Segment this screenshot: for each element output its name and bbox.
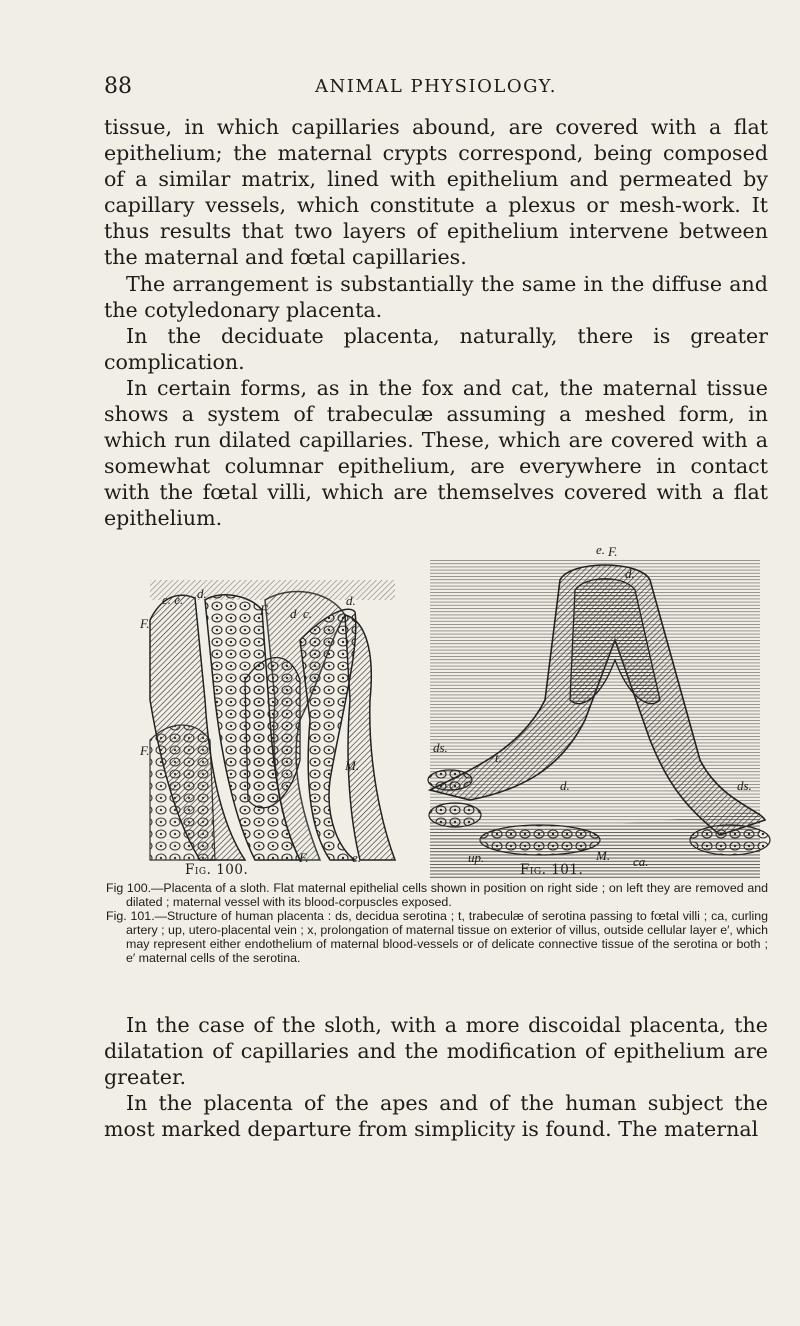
fig101-annotation: ds. — [737, 778, 752, 793]
paragraph: tissue, in which capillaries abound, are covered with a flat epithelium; the maternal crypts correspond, being composed of a similar matrix, lined with epithelium and permeated by capillary vessels, which constitute a plexus or mesh-work. It thus results that two layers of epithelium intervene between the maternal and fœtal capillaries. — [104, 115, 768, 270]
caption-fig101: Fig. 101.—Structure of human placenta : ds, decidua serotina ; t, trabeculæ of serotina passing to fœtal villi ; ca, curling artery ; up, utero-placental vein ; x, prolongation of maternal tissue on exterior of villus, outside cellular layer e′, which may represent either endothelium of maternal blood-vessels or of delicate connective tissue of the serotina or both ; e′ maternal cells of the serotina. — [106, 908, 768, 965]
paragraph: In the deciduate placenta, naturally, there is greater complication. — [104, 323, 768, 374]
fig100-annotation: F. — [140, 743, 150, 758]
fig100-annotation: e. — [352, 850, 362, 865]
body-text-bottom — [104, 1012, 768, 1142]
page-number: 88 — [104, 74, 132, 99]
fig100-annotation: F. — [260, 602, 270, 617]
figure-caption — [106, 882, 768, 965]
fig101-annotation: ds. — [433, 740, 448, 755]
fig101-annotation: ca. — [633, 854, 649, 869]
caption-fig100: Fig 100.—Placenta of a sloth. Flat maternal epithelial cells shown in position on right side ; on left they are removed and dilated ; maternal vessel with its blood-corpuscles exposed. — [106, 881, 768, 909]
fig101-annotation: up. — [468, 850, 485, 865]
fig100-drawing — [150, 580, 395, 860]
paragraph: In the placenta of the apes and of the human subject the most marked departure from simplicity is found. The maternal — [104, 1091, 768, 1142]
running-head: ANIMAL PHYSIOLOGY. — [315, 76, 557, 97]
paragraph: In the case of the sloth, with a more discoidal placenta, the dilatation of capillaries and the modification of epithelium are greater. — [104, 1013, 768, 1090]
fig101-annotation: M. — [596, 848, 611, 863]
paragraph: The arrangement is substantially the same in the diffuse and the cotyledonary placenta. — [104, 271, 768, 322]
fig101-annotation: t. — [495, 750, 502, 765]
figure-label-100: Fig. 100. — [185, 862, 249, 878]
fig101-annotation: d. — [625, 566, 635, 581]
fig100-annotation: M. — [345, 758, 360, 773]
fig101-annotation: d. — [560, 778, 570, 793]
paragraph: In certain forms, as in the fox and cat, the maternal tissue shows a system of trabeculæ assuming a meshed form, in which run dilated capillaries. These, which are covered with a somewhat columnar epithelium, are everywhere in contact with the fœtal villi, which are themselves covered with a flat epithelium. — [104, 375, 768, 531]
fig100-annotation: d. — [197, 586, 207, 601]
fig101-drawing — [428, 560, 770, 880]
fig101-annotation: F. — [608, 544, 618, 559]
figure-label-101: Fig. 101. — [520, 862, 584, 878]
fig100-annotation: d — [290, 606, 297, 621]
fig100-annotation: e. e. — [162, 592, 184, 607]
fig100-annotation: F. — [299, 850, 309, 865]
fig100-annotation: c. — [303, 606, 313, 621]
fig100-annotation: F. — [140, 616, 150, 631]
fig101-annotation: e. — [596, 542, 606, 557]
fig100-annotation: d. — [346, 593, 356, 608]
